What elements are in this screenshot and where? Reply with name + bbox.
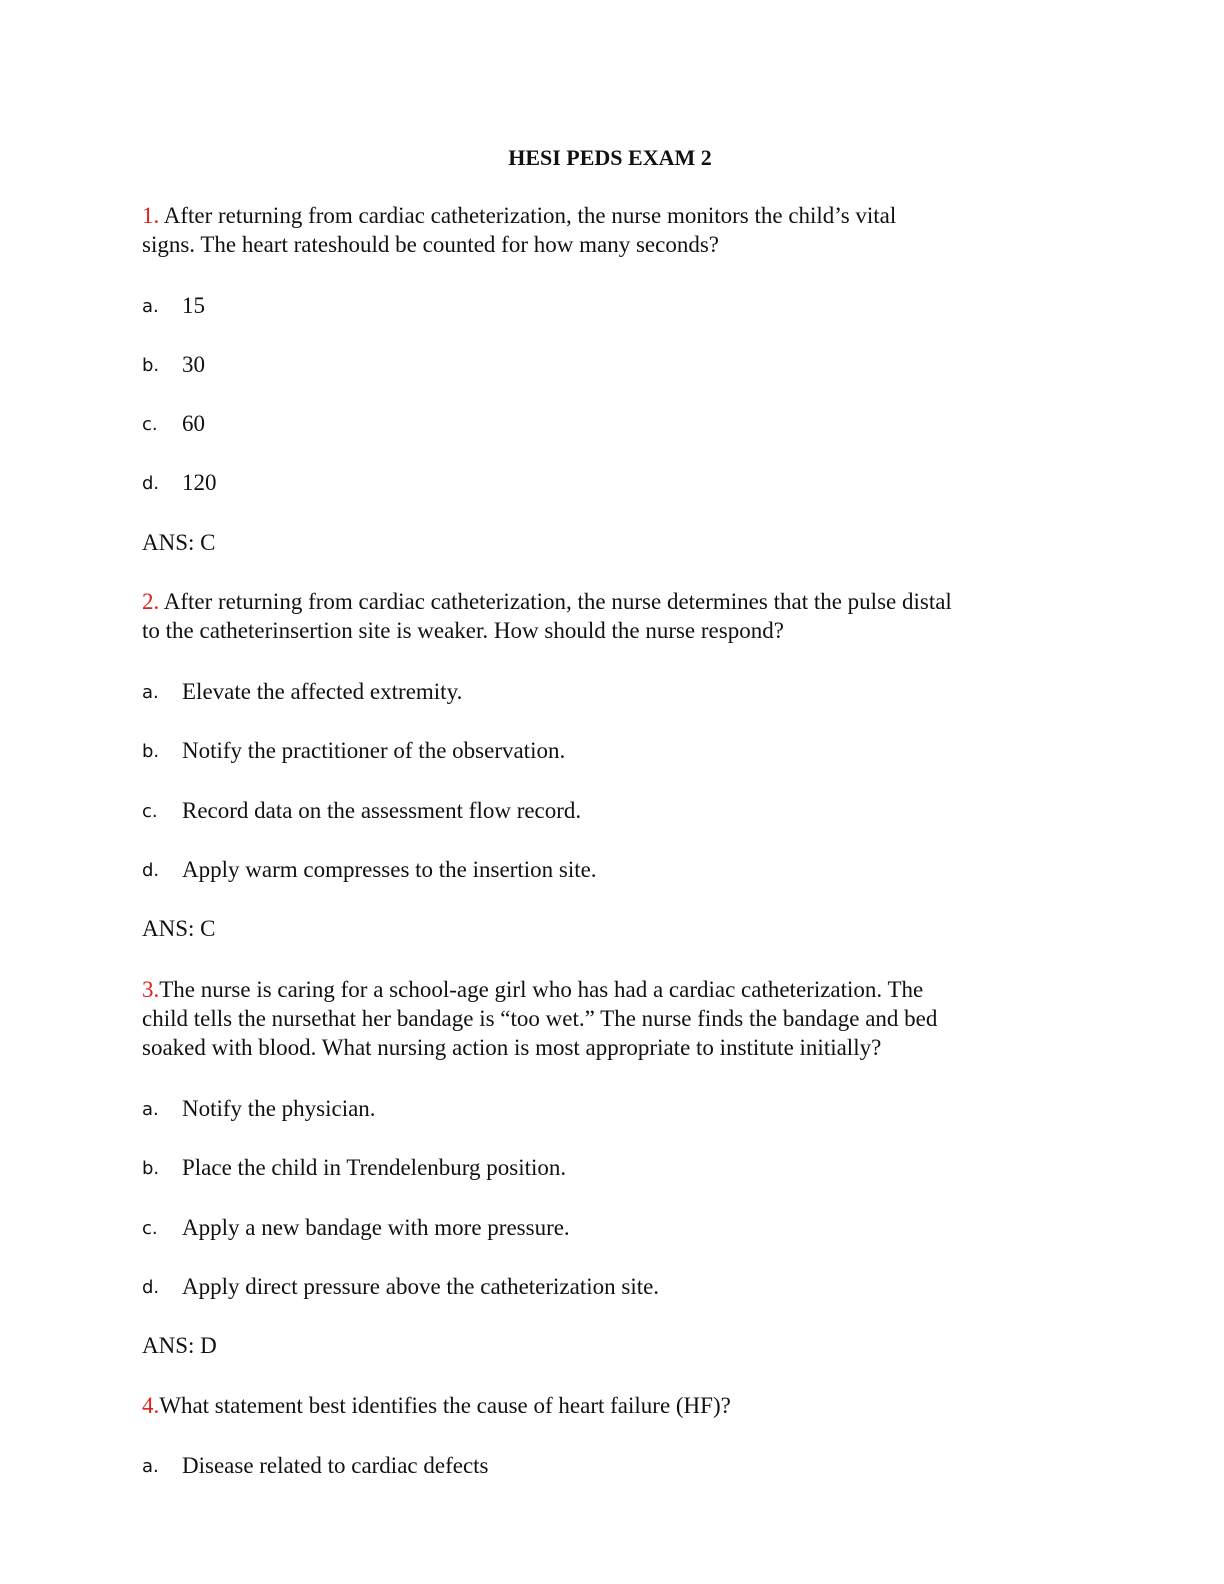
option-text: Apply warm compresses to the insertion site.: [182, 857, 597, 882]
option-text: Disease related to cardiac defects: [182, 1453, 489, 1478]
option-letter: b.: [142, 1158, 160, 1179]
question-number: 2.: [142, 589, 160, 614]
answer: ANS: D: [142, 1333, 217, 1358]
question-1-line-2: signs. The heart rateshould be counted for how many seconds?: [142, 232, 719, 257]
option-letter: a.: [142, 682, 159, 703]
question-3-line-1: [142, 976, 923, 1004]
option-text: Apply a new bandage with more pressure.: [182, 1215, 570, 1240]
question-1-line-1: [142, 202, 896, 230]
option-text: Notify the physician.: [182, 1096, 376, 1121]
answer: ANS: C: [142, 530, 216, 555]
option-letter: d.: [142, 1277, 160, 1298]
option-letter: c.: [142, 414, 158, 435]
option-letter: b.: [142, 355, 160, 376]
question-text: After returning from cardiac catheterization, the nurse determines that the pulse distal: [163, 589, 952, 614]
question-2-line-2: to the catheterinsertion site is weaker. How should the nurse respond?: [142, 618, 784, 643]
question-2-line-1: [142, 588, 952, 616]
option-text: Apply direct pressure above the catheterization site.: [182, 1274, 660, 1299]
question-text: The nurse is caring for a school-age girl who has had a cardiac catheterization. The: [159, 977, 924, 1002]
question-number: 3.: [142, 977, 160, 1002]
option-letter: c.: [142, 1218, 158, 1239]
option-letter: d.: [142, 473, 160, 494]
option-text: 30: [182, 352, 205, 377]
option-text: Elevate the affected extremity.: [182, 679, 463, 704]
answer: ANS: C: [142, 916, 216, 941]
option-letter: c.: [142, 801, 158, 822]
option-letter: d.: [142, 860, 160, 881]
option-letter: a.: [142, 1456, 159, 1477]
option-letter: a.: [142, 1099, 159, 1120]
question-text: What statement best identifies the cause of heart failure (HF)?: [159, 1393, 731, 1418]
page-title: HESI PEDS EXAM 2: [508, 145, 712, 170]
option-letter: b.: [142, 741, 160, 762]
question-4-line-1: [142, 1392, 731, 1420]
question-number: 1.: [142, 203, 160, 228]
question-number: 4.: [142, 1393, 160, 1418]
option-letter: a.: [142, 296, 159, 317]
option-text: 60: [182, 411, 205, 436]
question-3-line-3: soaked with blood. What nursing action is most appropriate to institute initially?: [142, 1035, 882, 1060]
option-text: Notify the practitioner of the observation.: [182, 738, 566, 763]
option-text: 15: [182, 293, 205, 318]
option-text: Place the child in Trendelenburg position.: [182, 1155, 567, 1180]
option-text: Record data on the assessment flow record.: [182, 798, 582, 823]
question-text: After returning from cardiac catheterization, the nurse monitors the child’s vital: [163, 203, 897, 228]
option-text: 120: [182, 470, 217, 495]
question-3-line-2: child tells the nursethat her bandage is “too wet.” The nurse finds the bandage and bed: [142, 1006, 938, 1031]
